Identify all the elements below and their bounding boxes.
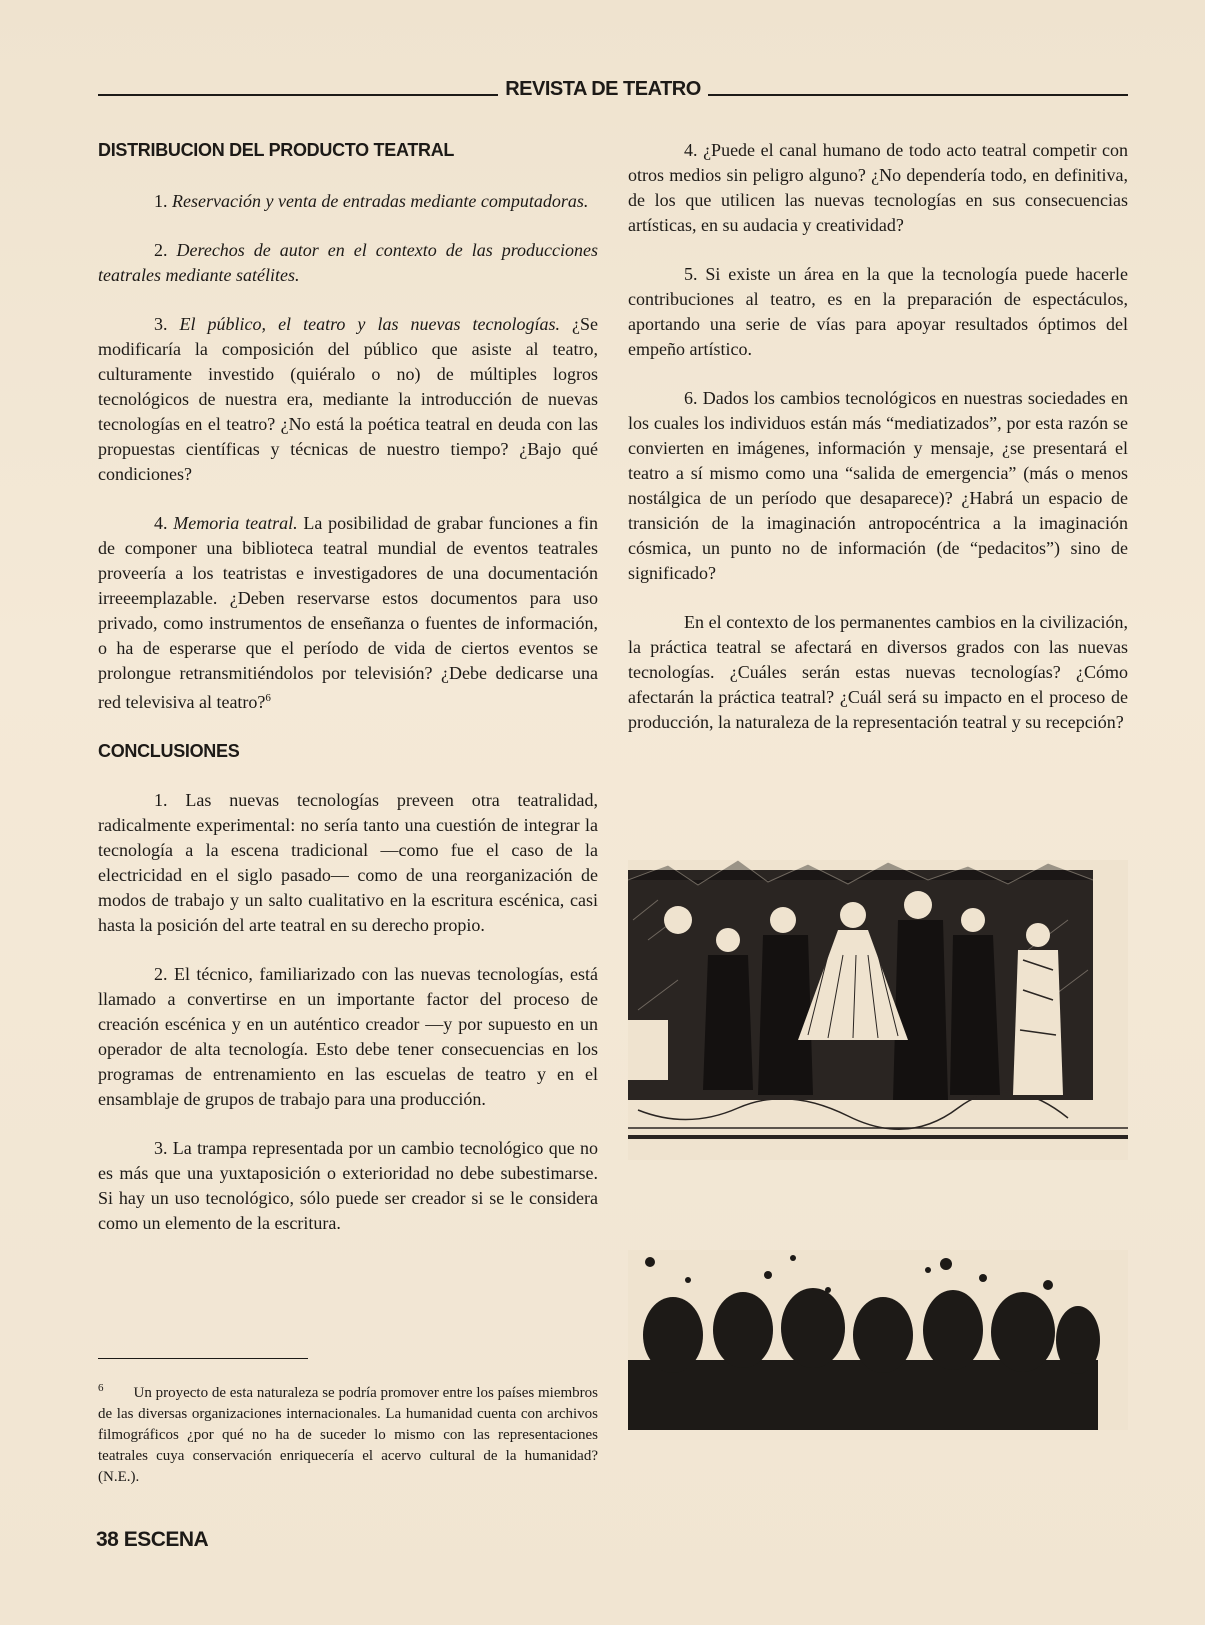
left-column [98,138,598,1260]
running-header [98,78,1128,102]
right-paragraph-6: 6. Dados los cambios tecnológicos en nuestras sociedades en los cuales los individuos están más “mediatizados”, por esta razón se convierten en imágenes, información y mensaje, ¿se presentará el teatro a sí mismo como una “salida de emergencia” (más o menos nostálgica de un período que desaparece)? ¿Habrá un espacio de transición de la imaginación antropocéntrica a la imaginación cósmica, un punto no de información (de “pedacitos”) sino de significado? [628,388,1128,583]
right-paragraph-4: 4. ¿Puede el canal humano de todo acto teatral competir con otros medios sin peligro alguno? ¿No dependería todo, en definitiva, de los que utilicen las nuevas tecnologías en sus consecuencias artísticas, en su audacia y creatividad? [628,140,1128,235]
item-3-text: ¿Se modificaría la composición del público que asiste al teatro, culturamente investido (quiéralo o no) de múltiples logros tecnológicos de nuestra era, mediante la introducción de nuevas tecnologías en el teatro? ¿No está la poética teatral en deuda con las propuestas científicas y técnicas de nuestro tiempo? ¿Bajo qué condiciones? [98,314,599,484]
conclusion-1: 1. Las nuevas tecnologías preveen otra teatralidad, radicalmente experimental: no sería tanto una cuestión de integrar la tecnología a la escena tradicional —como fue el caso de la electricidad en el siglo pasado— como de una reorganización de modos de trabajo y un salto cualitativo en la escritura escénica, casi hasta la posición del arte teatral en su derecho propio. [98,790,598,935]
audience-silhouettes-illustration [628,1250,1128,1430]
item-3-title: El público, el teatro y las nuevas tecnologías. [179,314,560,334]
page-footer: 38 ESCENA [96,1528,209,1551]
section-heading-conclusions: CONCLUSIONES [98,741,240,761]
right-paragraph-context: En el contexto de los permanentes cambios en la civilización, la práctica teatral se afectará en diversos grados con las nuevas tecnologías. ¿Cuáles serán estas nuevas tecnologías? ¿Cómo afectarán la práctica teatral? ¿Cuál será su impacto en el proceso de producción, la naturaleza de la representación teatral y su recepción? [628,612,1128,732]
section-heading-distribution: DISTRIBUCION DEL PRODUCTO TEATRAL [98,140,455,160]
footnote-rule [98,1358,308,1359]
item-4-text: La posibilidad de grabar funciones a fin de componer una biblioteca teatral mundial de eventos teatrales proveería a los teatristas e investigadores de una documentación irreeemplazable. ¿Deben reservarse estos documentos para uso privado, como instrumentos de enseñanza o fuentes de información, o ha de esperarse que el período de vida de ciertos eventos se prolongue retransmitiéndolos por televisión? ¿Debe dedicarse una red televisiva al teatro? [98,513,599,712]
item-2-title: Derechos de autor en el contexto de las producciones teatrales mediante satélites. [98,240,599,285]
conclusion-2: 2. El técnico, familiarizado con las nuevas tecnologías, está llamado a convertirse en un importante factor del proceso de creación escénica y en un auténtico creador —y por supuesto en un operador de alta tecnología. Esto debe tener consecuencias en los programas de entrenamiento en las escuelas de teatro y en el ensamblaje de grupos de trabajo para una producción. [98,964,598,1109]
footnote-ref: 6 [265,692,271,704]
item-4: 4. Memoria teatral. La posibilidad de grabar funciones a fin de componer una biblioteca teatral mundial de eventos teatrales proveería a los teatristas e investigadores de una documentación irreeemplazable. ¿Deben reservarse estos documentos para uso privado, como instrumentos de enseñanza o fuentes de información, o ha de esperarse que el período de vida de ciertos eventos se prolongue retransmitiéndolos por televisión? ¿Debe dedicarse una red televisiva al teatro?$^6$ [98,513,599,712]
item-1-title: Reservación y venta de entradas mediante computadoras. [172,191,589,211]
stage-performers-illustration [628,860,1128,1160]
item-2: 2. Derechos de autor en el contexto de las producciones teatrales mediante satélites. [98,240,599,285]
svg-text:2: 2 [638,1042,659,1083]
right-paragraph-5: 5. Si existe un área en la que la tecnología puede hacerle contribuciones al teatro, es en la preparación de espectáculos, aportando una serie de vías para apoyar resultados óptimos del empeño artístico. [628,264,1128,359]
header-rule-right [708,94,1128,96]
footnote [98,1378,598,1488]
header-title: REVISTA DE TEATRO [505,78,701,100]
item-3: 3. El público, el teatro y las nuevas tecnologías. ¿Se modificaría la composición del público que asiste al teatro, culturamente investido (quiéralo o no) de múltiples logros tecnológicos de nuestra era, mediante la introducción de nuevas tecnologías en el teatro? ¿No está la poética teatral en deuda con las propuestas científicas y técnicas de nuestro tiempo? ¿Bajo qué condiciones? [98,314,599,484]
item-1: 1. Reservación y venta de entradas mediante computadoras. [154,191,589,211]
footnote-number: 6 [98,1382,104,1394]
conclusion-3: 3. La trampa representada por un cambio tecnológico que no es más que una yuxtaposición o exterioridad no debe subestimarse. Si hay un uso tecnológico, sólo puede ser creador si se le considera como un elemento de la escritura. [98,1138,598,1233]
right-column [628,138,1128,759]
item-4-title: Memoria teatral. [173,513,298,533]
footnote-text: Un proyecto de esta naturaleza se podría promover entre los países miembros de las diversas organizaciones internacionales. La humanidad cuenta con archivos filmográficos ¿por qué no ha de suceder lo mismo con las representaciones teatrales cuya conservación enriquecería el acervo cultural de la humanidad? (N.E.). [98,1385,598,1485]
header-rule-left [98,94,498,96]
